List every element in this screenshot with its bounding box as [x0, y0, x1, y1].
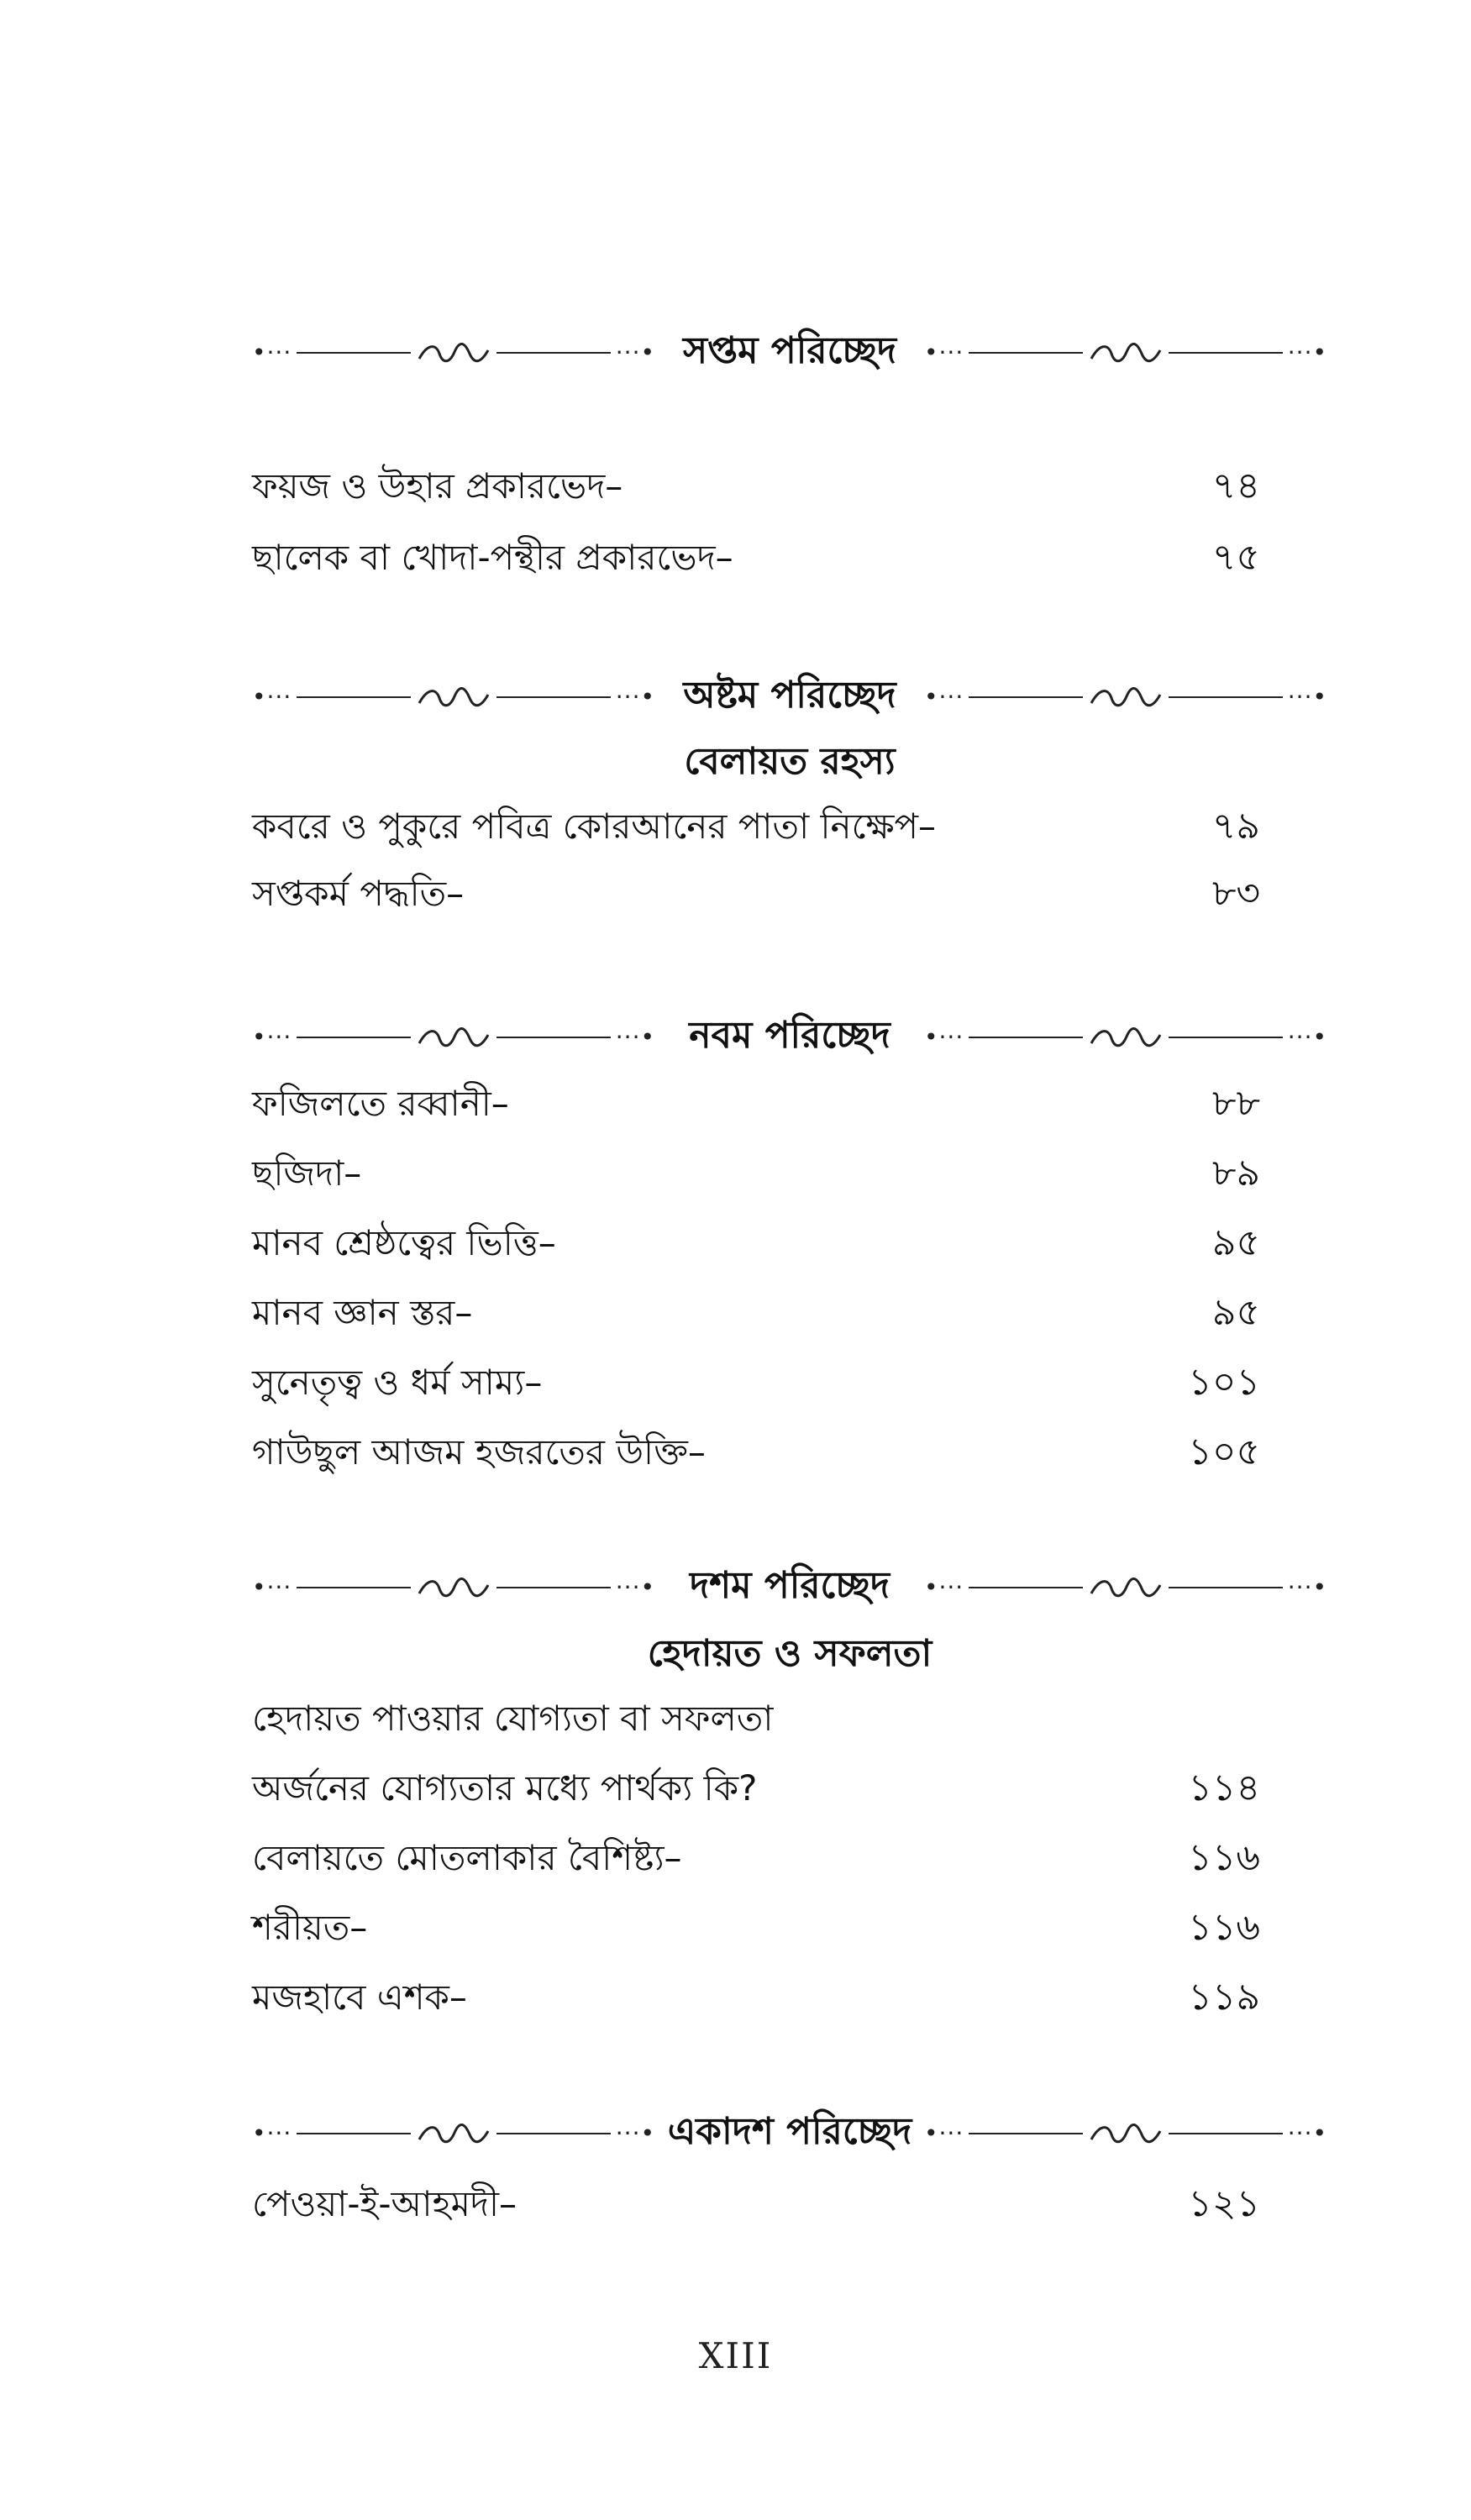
ornament-line: [496, 1587, 611, 1588]
swirl-ornament-icon: [1088, 339, 1164, 367]
toc-entry: [252, 2176, 1260, 2236]
toc-entry: [252, 458, 1260, 518]
ornament-line: [496, 696, 611, 698]
swirl-ornament-icon: [1088, 1023, 1164, 1052]
toc-entry: [252, 865, 1260, 926]
ornament-line: [1169, 2133, 1283, 2134]
toc-entry: [252, 1284, 1260, 1345]
toc-entry-title: হেদায়ত পাওয়ার যোগ্যতা বা সফলতা: [252, 1697, 774, 1739]
swirl-ornament-icon: [416, 2119, 491, 2148]
toc-entry-page: ৮৮: [1211, 1081, 1260, 1125]
left-ornament: [252, 680, 655, 714]
chapter-title: নবম পরিচ্ছেদ: [689, 1013, 890, 1057]
toc-entry-title: গাউছুল আজম হজরতের উক্তি–: [252, 1431, 706, 1473]
ornament-line: [1169, 352, 1283, 354]
toc-entry-title: পেওয়া-ই-আহমদী–: [252, 2182, 517, 2224]
ornament-line: [1169, 696, 1283, 698]
section-subtitle: হেদায়ত ও সফলতা: [647, 1632, 933, 1675]
ornament-dots-icon: •···: [924, 339, 964, 366]
toc-entry: [252, 1145, 1260, 1205]
ornament-dots-icon: ···•: [615, 2119, 655, 2147]
toc-entry-title: সপ্তকর্ম পদ্ধতি–: [252, 872, 465, 914]
ornament-line: [1169, 1587, 1283, 1588]
toc-entry-title: মানব শ্রেষ্ঠত্বের ভিত্তি–: [252, 1221, 556, 1263]
chapter-title: সপ্তম পরিচ্ছেদ: [682, 328, 897, 372]
ornament-line: [969, 1037, 1083, 1038]
toc-entry-page: ৭৫: [1211, 535, 1260, 579]
toc-entry-title: ফয়জ ও উহার প্রকারভেদ–: [252, 465, 623, 507]
ornament-dots-icon: •···: [924, 683, 964, 711]
ornament-dots-icon: •···: [923, 1573, 964, 1601]
toc-entry: [252, 1354, 1260, 1415]
ornament-dots-icon: •···: [252, 339, 292, 366]
ornament-line: [496, 2133, 611, 2134]
ornament-line: [496, 352, 611, 354]
swirl-ornament-icon: [1088, 2119, 1164, 2148]
ornament-line: [297, 2133, 411, 2134]
ornament-dots-icon: •···: [252, 2119, 292, 2147]
right-ornament: [924, 336, 1327, 370]
toc-entry: [252, 1899, 1260, 1960]
toc-entry-title: ফজিলতে রব্বানী–: [252, 1082, 509, 1124]
toc-entry-title: মানব জ্ঞান স্তর–: [252, 1291, 473, 1333]
right-ornament: [924, 1571, 1327, 1604]
ornament-dots-icon: ···•: [1287, 339, 1327, 366]
toc-entry: [252, 1075, 1260, 1136]
ornament-line: [969, 696, 1083, 698]
toc-entry-title: শরীয়ত–: [252, 1906, 368, 1948]
toc-entry-page: ৮৯: [1211, 1151, 1260, 1194]
toc-entry-page: ৭৯: [1211, 804, 1260, 848]
ornament-dots-icon: •···: [252, 1023, 292, 1051]
toc-entry-page: ৯৫: [1211, 1221, 1260, 1264]
toc-entry-title: বেলায়তে মোতলাকার বৈশিষ্ট্য–: [252, 1836, 682, 1878]
toc-entry-title: মজহাবে এশক–: [252, 1976, 467, 2018]
ornament-dots-icon: ···•: [615, 683, 655, 711]
toc-entry: [252, 1830, 1260, 1890]
ornament-dots-icon: •···: [924, 1023, 964, 1051]
ornament-line: [297, 352, 411, 354]
chapter-heading: [252, 1012, 1327, 1063]
left-ornament: [252, 1021, 655, 1054]
swirl-ornament-icon: [416, 1573, 491, 1602]
chapter-title: অষ্টম পরিচ্ছেদ: [683, 673, 896, 717]
toc-entry-page: ১১৪: [1188, 1766, 1260, 1809]
swirl-ornament-icon: [1088, 1573, 1164, 1602]
toc-entry-page: ১১৬: [1188, 1835, 1260, 1879]
toc-entry: [252, 1424, 1260, 1484]
ornament-line: [297, 1587, 411, 1588]
toc-entry: [252, 1969, 1260, 2029]
ornament-dots-icon: •···: [252, 1573, 292, 1601]
ornament-dots-icon: ···•: [1287, 1573, 1327, 1601]
toc-entry-page: ১০১: [1188, 1360, 1260, 1404]
toc-entry-title: ছালেক বা খোদা-পন্থীর প্রকারভেদ–: [252, 536, 733, 578]
toc-entry-title: অর্জনের যোগ্যতার মধ্যে পার্থক্য কি?: [252, 1767, 758, 1809]
chapter-heading: [252, 1562, 1327, 1613]
toc-entry-page: ১১৬: [1188, 1905, 1260, 1949]
chapter-title: একাদশ পরিচ্ছেদ: [667, 2109, 912, 2153]
ornament-dots-icon: •···: [924, 2119, 964, 2147]
toc-entry: [252, 529, 1260, 590]
chapter-heading: [252, 2108, 1327, 2159]
ornament-line: [297, 1037, 411, 1038]
ornament-line: [969, 352, 1083, 354]
section-subtitle: বেলায়ত রহস্য: [684, 740, 896, 783]
chapter-heading: [252, 672, 1327, 722]
right-ornament: [924, 680, 1327, 714]
ornament-dots-icon: ···•: [615, 339, 655, 366]
ornament-line: [1169, 1037, 1283, 1038]
toc-entry: [252, 1215, 1260, 1275]
right-ornament: [924, 1021, 1327, 1054]
toc-entry-page: ৭৪: [1211, 464, 1260, 507]
chapter-heading: [252, 328, 1327, 378]
toc-entry-title: কবরে ও পুকুরে পবিত্র কোরআনের পাতা নিক্ষেপ–: [252, 805, 937, 847]
ornament-dots-icon: ···•: [1287, 683, 1327, 711]
toc-entry-page: ৯৫: [1211, 1290, 1260, 1334]
toc-entry-title: সুনেতৃত্ব ও ধর্ম সাম্য–: [252, 1361, 543, 1403]
ornament-line: [969, 2133, 1083, 2134]
toc-entry: [252, 798, 1260, 858]
swirl-ornament-icon: [1088, 683, 1164, 711]
toc-entry: [252, 1760, 1260, 1820]
left-ornament: [252, 336, 655, 370]
left-ornament: [252, 1571, 655, 1604]
ornament-dots-icon: ···•: [615, 1023, 655, 1051]
swirl-ornament-icon: [416, 683, 491, 711]
ornament-line: [496, 1037, 611, 1038]
ornament-line: [297, 696, 411, 698]
ornament-line: [969, 1587, 1083, 1588]
page-number: XIII: [698, 2335, 773, 2376]
toc-entry-title: ছজিদা–: [252, 1152, 362, 1194]
left-ornament: [252, 2117, 655, 2150]
toc-entry-page: ১১৯: [1188, 1975, 1260, 2019]
toc-entry-page: ৮৩: [1211, 871, 1260, 915]
swirl-ornament-icon: [416, 339, 491, 367]
swirl-ornament-icon: [416, 1023, 491, 1052]
toc-entry: [252, 1690, 1260, 1751]
ornament-dots-icon: ···•: [1287, 1023, 1327, 1051]
ornament-dots-icon: ···•: [1287, 2119, 1327, 2147]
toc-entry-page: ১২১: [1188, 2181, 1260, 2225]
chapter-title: দশম পরিচ্ছেদ: [689, 1563, 890, 1607]
ornament-dots-icon: ···•: [615, 1573, 655, 1601]
toc-entry-page: ১০৫: [1188, 1430, 1260, 1473]
right-ornament: [924, 2117, 1327, 2150]
ornament-dots-icon: •···: [252, 683, 292, 711]
